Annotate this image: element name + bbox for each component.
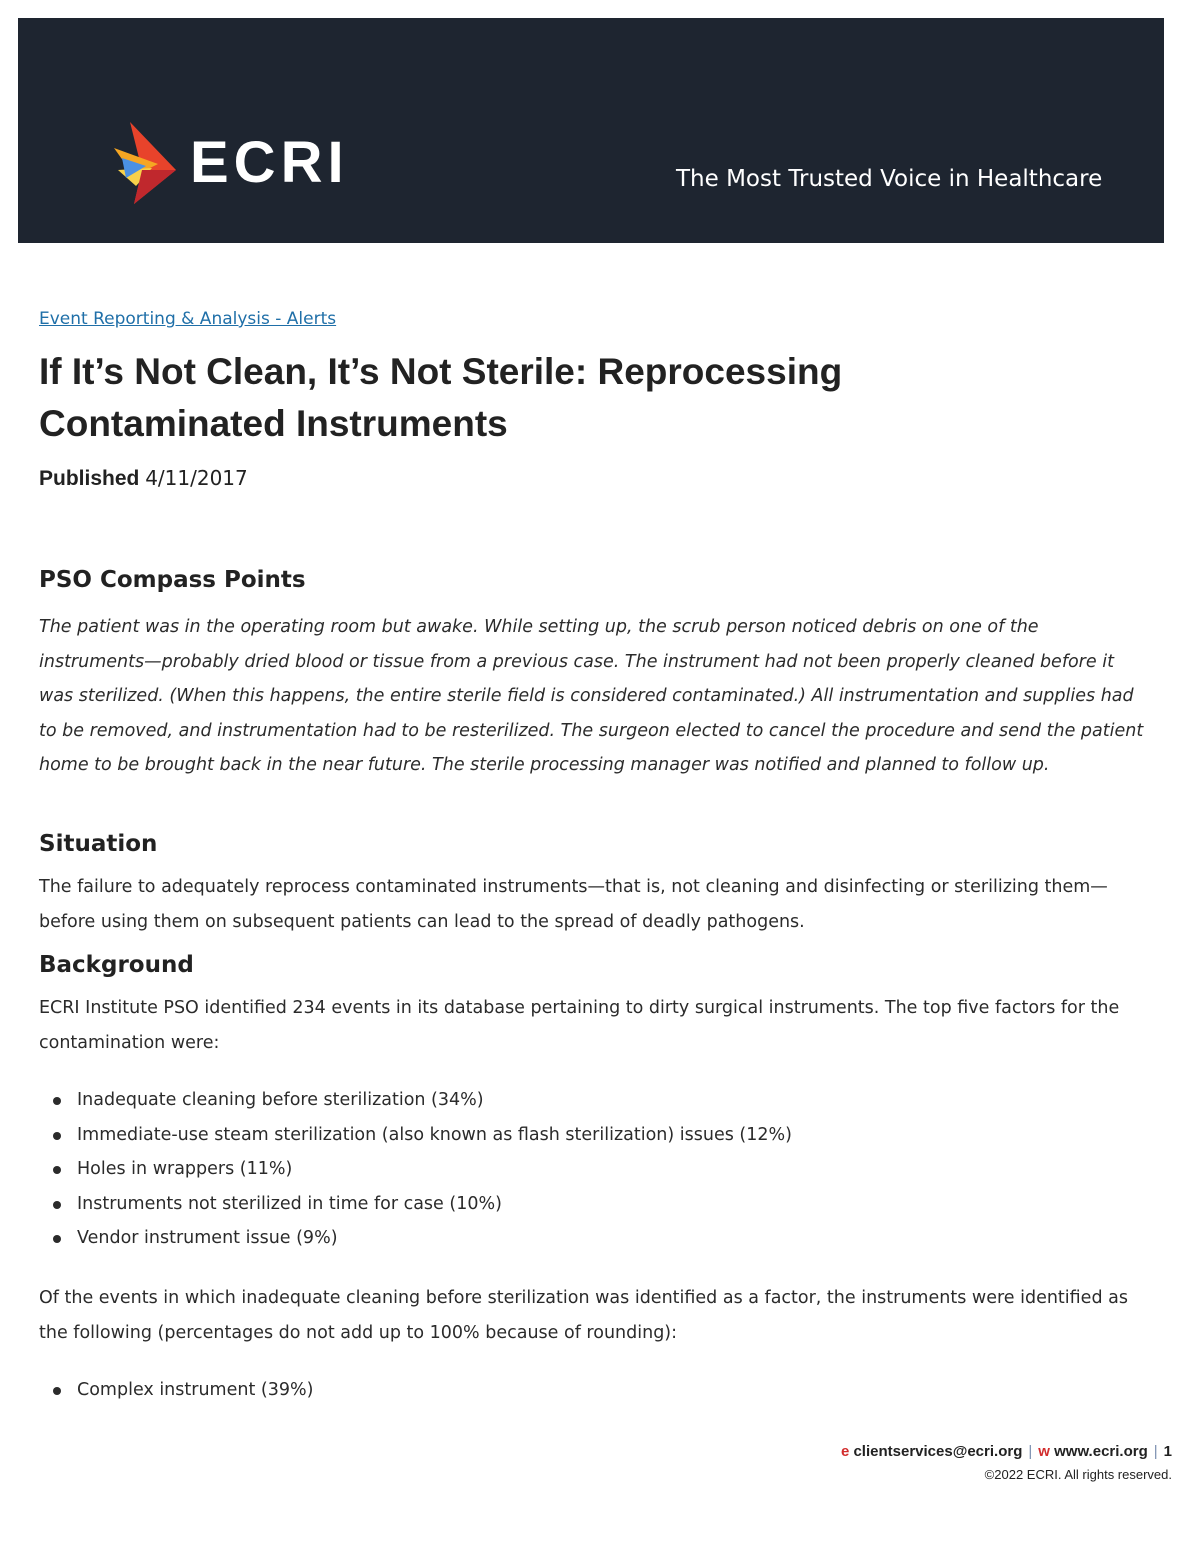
logo-wordmark: ECRI [190, 130, 349, 195]
published-date: 4/11/2017 [145, 466, 248, 490]
factors-list [39, 1083, 792, 1256]
published-label: Published [39, 467, 140, 490]
published-line [39, 466, 248, 491]
bullet-icon [53, 1201, 61, 1209]
website-link[interactable]: www.ecri.org [1054, 1443, 1148, 1460]
bullet-icon [53, 1132, 61, 1140]
web-label: w [1038, 1443, 1050, 1460]
email-link[interactable]: clientservices@ecri.org [853, 1443, 1023, 1460]
footer-separator: | [1028, 1443, 1033, 1460]
list-item: Complex instrument (39%) [39, 1373, 313, 1408]
footer-separator: | [1153, 1443, 1158, 1460]
list-item: Inadequate cleaning before sterilization (34%) [39, 1083, 792, 1118]
list-item: Immediate-use steam sterilization (also known as flash sterilization) issues (12%) [39, 1118, 792, 1153]
situation-heading: Situation [39, 831, 158, 857]
bullet-icon [53, 1387, 61, 1395]
ecri-logo[interactable] [112, 118, 372, 208]
background-heading: Background [39, 952, 194, 978]
ecri-logo-mark-icon [112, 118, 182, 208]
email-label: e [840, 1443, 850, 1460]
instruments-list [39, 1373, 313, 1408]
list-item: Holes in wrappers (11%) [39, 1152, 792, 1187]
background-text: ECRI Institute PSO identified 234 events in its database pertaining to dirty surgical instruments. The top five factors for the contamination were: [39, 998, 1120, 1053]
bullet-icon [53, 1097, 61, 1105]
compass-heading: PSO Compass Points [39, 567, 306, 593]
page-title: If It’s Not Clean, It’s Not Sterile: Reprocessing Contaminated Instruments [39, 351, 843, 444]
copyright: ©2022 ECRI. All rights reserved. [984, 1467, 1172, 1482]
footer-contact [841, 1443, 1172, 1460]
bullet-icon [53, 1166, 61, 1174]
list-item: Vendor instrument issue (9%) [39, 1221, 792, 1256]
instruments-intro-text: Of the events in which inadequate cleaning before sterilization was identified as a factor, the instruments were identified as the following (percentages do not add up to 100% because of rounding): [39, 1288, 1128, 1343]
bullet-icon [53, 1235, 61, 1243]
breadcrumb-link[interactable]: Event Reporting & Analysis - Alerts [39, 309, 337, 329]
situation-text: The failure to adequately reprocess contaminated instruments—that is, not cleaning and disinfecting or sterilizing them—before using them on subsequent patients can lead to the spread of deadly pathogens. [39, 877, 1108, 932]
compass-text: The patient was in the operating room but awake. While setting up, the scrub person noticed debris on one of the instruments—probably dried blood or tissue from a previous case. The instrument had not been properly cleaned before it was sterilized. (When this happens, the entire sterile field is considered contaminated.) All instrumentation and supplies had to be removed, and instrumentation had to be resterilized. The surgeon elected to cancel the procedure and send the patient home to be brought back in the near future. The sterile processing manager was notified and planned to follow up. [39, 617, 1144, 775]
header-banner [18, 18, 1164, 243]
tagline: The Most Trusted Voice in Healthcare [676, 166, 1103, 192]
page-number: 1 [1163, 1443, 1172, 1460]
list-item: Instruments not sterilized in time for case (10%) [39, 1187, 792, 1222]
